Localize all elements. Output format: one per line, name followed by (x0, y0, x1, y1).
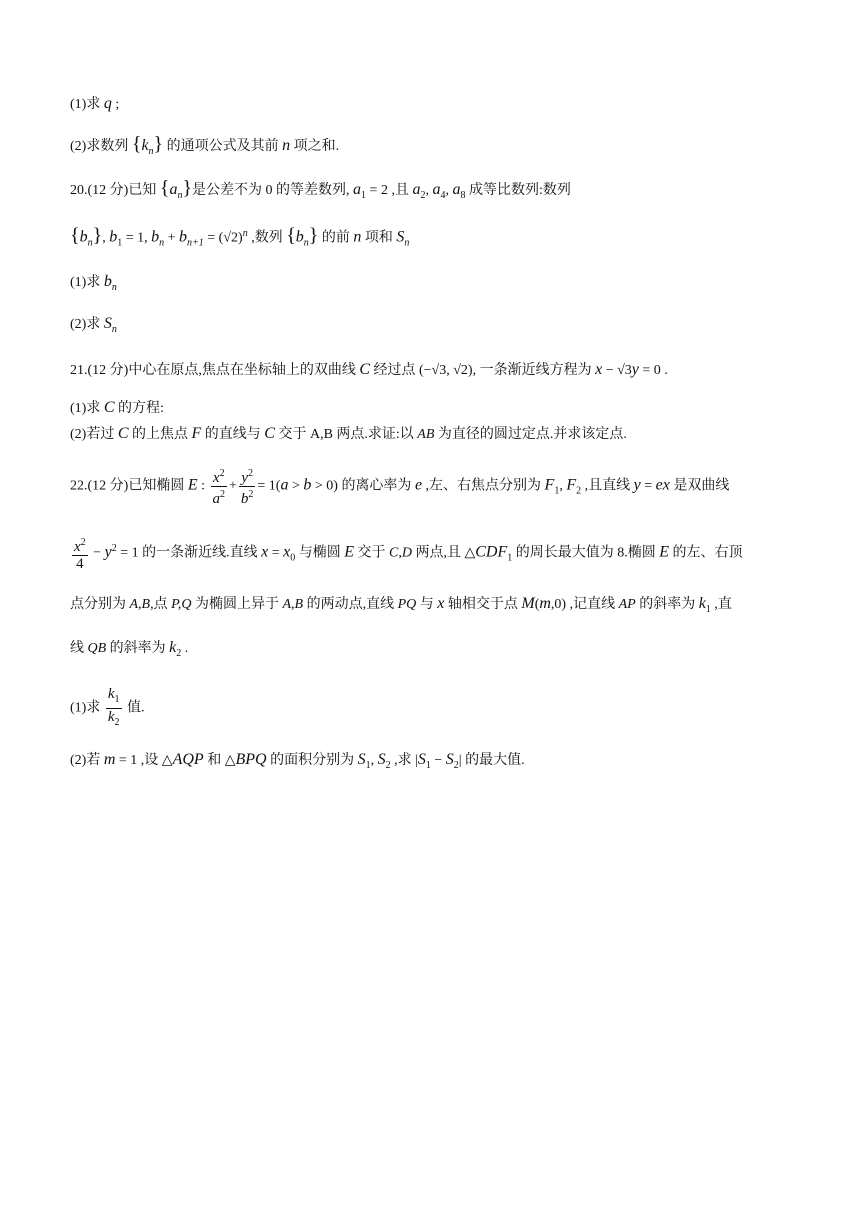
q22-stem-cont3: 线 QB 的斜率为 $k_2$ . (70, 639, 189, 659)
q21-part2: (2)若过 C 的上焦点 F 的直线与 C 交于 A,B 两点.求证:以 AB 为直径的圆过定点.并求该定点. (70, 425, 627, 442)
q21-part1: (1)求 C 的方程: (70, 399, 164, 416)
q22-stem-cont2: 点分别为 A,B,点 P,Q 为椭圆上异于 A,B 的两动点,直线 PQ 与 x 轴相交于点 M(m,0) ,记直线 AP 的斜率为 $k_1$ ,直 (70, 595, 732, 615)
q19-part1: (1)求 q ; (70, 95, 120, 112)
q22-part1: (1)求 $\frac{k_1}{k_2}$ 值. (70, 686, 145, 728)
q20-stem-cont: $\{b_n\}$, $b_1 = 1$, $b_n + b_{n+1} = (√2)^n$ ,数列 $\{b_n\}$ 的前 n 项和 $S_n$ (70, 224, 410, 249)
q22-stem: 22.(12 分)已知椭圆 E : $\frac{x^2}{a^2}$ + $\frac{y^2}{b^2}$ = 1(a > b > 0) 的离心率为 e ,左、右焦点分别为 $F_1$, $F_2$ ,且直线 y = ex 是双曲线 (70, 468, 730, 507)
q22-stem-cont1: $\frac{x^2}{4}$ − $y^2 = 1$ 的一条渐近线.直线 $x = x_0$ 与椭圆 E 交于 C,D 两点,且 $\triangle CDF_1$ 的周长最大值为 8.椭圆 E 的左、右顶 (74, 536, 743, 572)
q20-part2: (2)求 $S_n$ (70, 315, 117, 335)
q20-part1: (1)求 $b_n$ (70, 273, 117, 293)
q19-part2: (2)求数列 $\{k_n\}$ 的通项公式及其前 n 项之和. (70, 133, 340, 157)
q20-stem: 20.(12 分)已知 $\{a_n\}$是公差不为 0 的等差数列, $a_1 = 2$ ,且 $a_2$, $a_4$, $a_8$ 成等比数列:数列 (70, 177, 571, 201)
q21-stem: 21.(12 分)中心在原点,焦点在坐标轴上的双曲线 C 经过点 (−√3, √2), 一条渐近线方程为 x − √3y = 0 . (70, 361, 668, 378)
q22-part2: (2)若 m = 1 ,设 △AQP 和 △BPQ 的面积分别为 $S_1$, $S_2$ ,求 $|S_1 - S_2|$ 的最大值. (70, 751, 525, 771)
